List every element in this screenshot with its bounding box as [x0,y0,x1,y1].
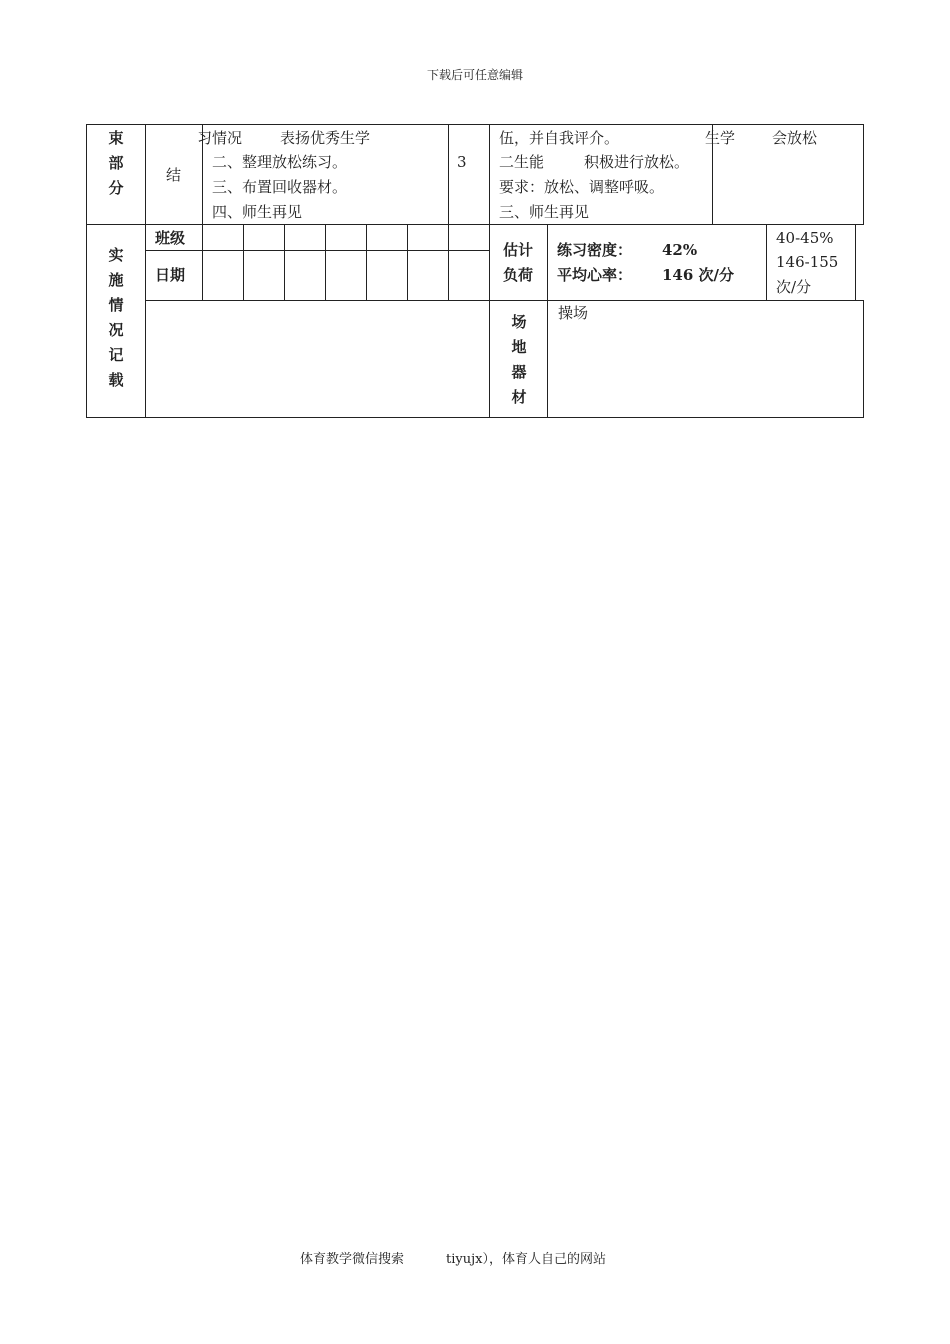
grid-col-line [547,224,548,418]
venue-label [503,310,535,410]
venue-value: 操场 [558,304,589,322]
load-label-line: 负荷 [502,266,533,284]
grid-col-line [243,224,244,300]
venue-char: 材 [511,388,527,406]
content-line: 二、整理放松练习。 [212,153,348,171]
section-char: 载 [108,371,124,389]
summary-label: 结 [166,166,182,184]
class-date-row-line [145,250,489,251]
closing-col-line [489,124,490,224]
section-char: 分 [108,179,124,197]
section-char: 情 [108,296,124,314]
grid-row-line [145,300,864,301]
load-label [494,238,542,288]
section-char: 实 [108,246,124,264]
section-char: 记 [108,346,124,364]
table-right-border [863,124,864,224]
grid-col-line [407,224,408,300]
section-char: 部 [108,154,124,172]
content-line: 三、布置回收器材。 [212,178,348,196]
heart-range-line: 146-155 [776,253,839,271]
density-label: 练习密度： [557,241,633,259]
table-left-border [86,124,87,418]
density-value: 42% [662,241,698,259]
grid-col-line [284,224,285,300]
effect-line: 生学 [705,129,736,147]
closing-section-label [100,126,132,201]
footer-left: 体育教学微信搜索 [300,1252,405,1267]
venue-char: 场 [511,313,527,331]
heart-rate-value: 146 次/分 [662,266,735,284]
implementation-section-label [100,243,132,393]
effect-line: 会放松 [772,129,818,147]
date-label: 日期 [155,266,186,284]
closing-col-line [448,124,449,224]
footer-right: tiyujx），体育人自己的网站 [446,1252,606,1267]
section-char: 施 [108,271,124,289]
content-line: 表扬优秀生学 [280,129,371,147]
class-label: 班级 [155,229,186,247]
grid-col-line [325,224,326,300]
heart-rate-label: 平均心率： [557,266,633,284]
grid-col-line [202,224,203,300]
table-bottom-border [86,417,864,418]
grid-col-line [448,224,449,300]
organization-line: 二生能 [499,153,545,171]
label-column-line [145,124,146,418]
organization-line: 伍，并自我评介。 [499,129,620,147]
organization-line: 要求：放松、调整呼吸。 [499,178,665,196]
organization-line: 积极进行放松。 [584,153,690,171]
venue-char: 器 [511,363,527,381]
table-right-border-lower [863,300,864,418]
section-char: 况 [108,321,124,339]
density-range: 40-45% [776,229,834,247]
grid-col-line [489,224,490,418]
time-value: 3 [457,153,467,171]
page-header-note: 下载后可任意编辑 [426,68,523,82]
heart-range-line: 次/分 [776,278,812,296]
venue-char: 地 [511,338,527,356]
load-label-line: 估计 [502,241,533,259]
content-line: 四、师生再见 [212,203,303,221]
grid-col-line [366,224,367,300]
content-line: 习情况 [197,129,243,147]
organization-line: 三、师生再见 [499,203,590,221]
grid-col-line [855,224,856,300]
section-char: 束 [108,129,124,147]
grid-col-line [766,224,767,300]
